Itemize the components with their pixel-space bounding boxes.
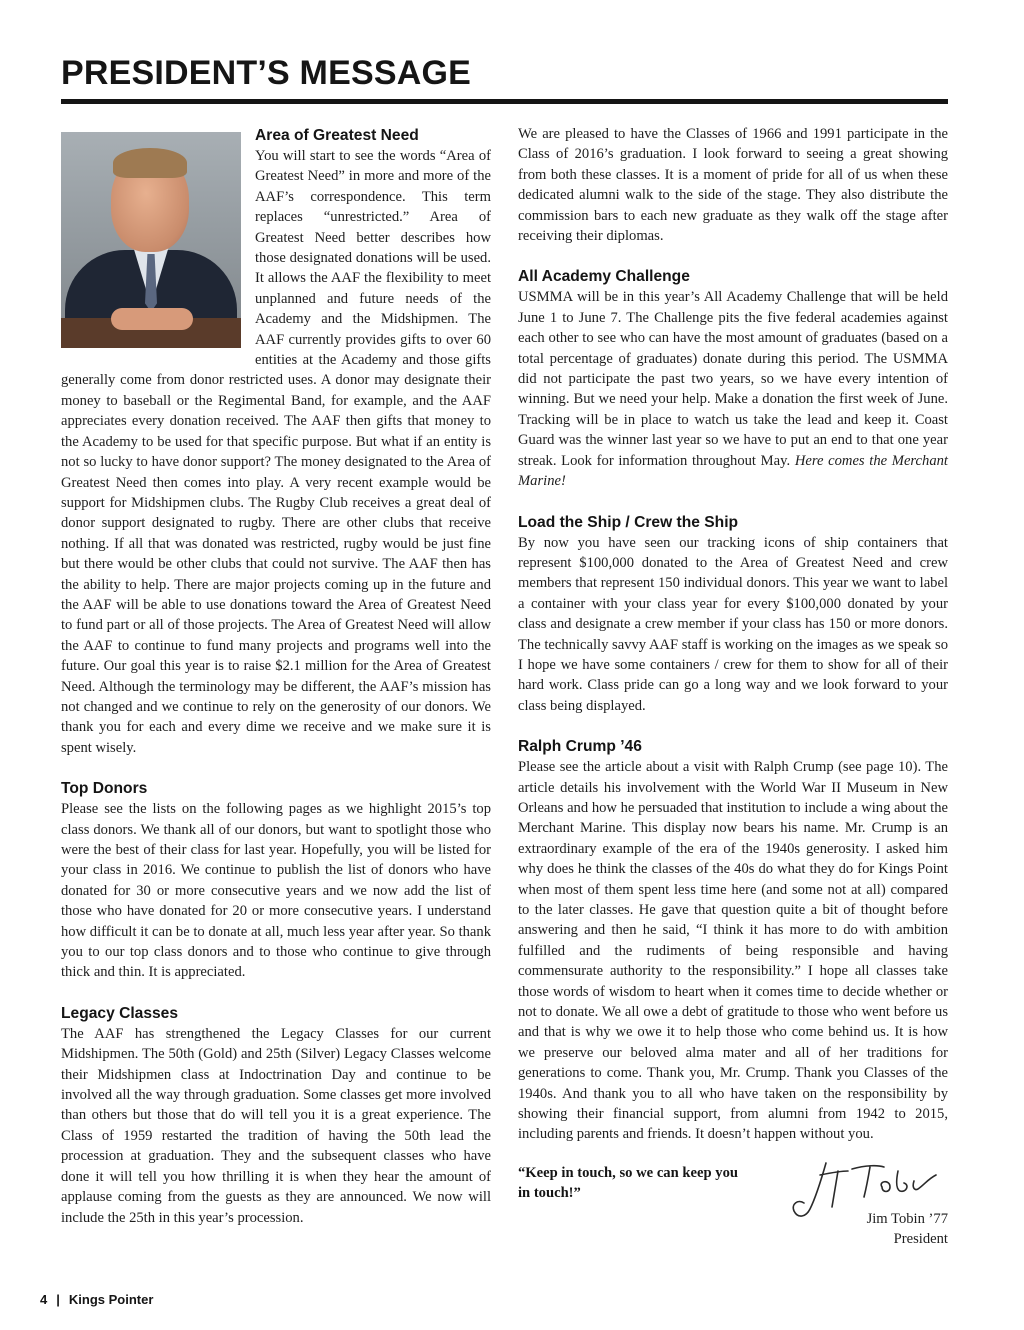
publication-name: Kings Pointer xyxy=(68,1292,154,1307)
footer-separator: | xyxy=(56,1292,60,1307)
section-heading-all-academy-challenge: All Academy Challenge xyxy=(518,268,690,286)
section-heading-top-donors: Top Donors xyxy=(61,780,148,798)
challenge-text: USMMA will be in this year’s All Academy Challenge that will be held June 1 to June 7. The Challenge pits the five federal academies against each other to see who can have the most amount of graduates (based on a total percentage of graduates) donate during this period. The USMMA did not participate the past two years, so we have every intention of winning. But we need your help. Make a donation the first week of June. Tracking will be in place to watch us take the lead and keep it. Coast Guard was the winner last year so we have to put an end to that one year streak. Look for information throughout May. xyxy=(518,289,948,469)
page-title: PRESIDENT’S MESSAGE xyxy=(61,54,471,92)
section-heading-legacy-classes: Legacy Classes xyxy=(61,1004,179,1022)
section-heading-load-the-ship: Load the Ship / Crew the Ship xyxy=(518,513,739,531)
closing-quote: “Keep in touch, so we can keep you in touch!” xyxy=(518,1164,738,1202)
signature-role: President xyxy=(893,1230,948,1247)
page-footer xyxy=(40,1292,153,1307)
president-photo xyxy=(61,132,241,348)
photo-hair xyxy=(113,148,187,178)
left-column xyxy=(61,124,491,1228)
section-body-legacy-classes: The AAF has strengthened the Legacy Classes for our current Midshipmen. The 50th (Gold) and 25th (Silver) Legacy Classes welcome their Midshipmen class at Indoctrination Day and continue to be involved all the way through graduation. Some classes get more involved than others but those that do will tell you it is a great experience. The Class of 1959 restarted the tradition of having the 50th lead the procession at graduation. They and the subsequent classes who have done it will tell you how thrilling it is when they hear the amount of applause coming from the guests as they are announced. We now will include the 25th in this year’s procession. xyxy=(61,1025,491,1226)
challenge-tagline: Here comes the Merchant Marine! xyxy=(518,452,948,490)
closing-block xyxy=(518,1163,948,1253)
section-body-ralph-crump: Please see the article about a visit with Ralph Crump (see page 10). The article details his involvement with the World War II Museum in New Orleans and how he persuaded that institution to include a wing about the Merchant Marine. This display now bears his name. Mr. Crump is an extraordinary example of the era of the 1940s generosity. I asked him why does he think the classes of the 40s do what they do for Kings Point when most of them spent less time here (and some not at all) compared to the later classes. He gave that question quite a bit of thought before answering and then he said, “I think it has more to do with ambition fulfilled and the rudiments of being responsible and having commensurate authority to the responsibility.” I hope all classes take those words of wisdom to heart when it comes time to decide whether or not to donate. We all owe a debt of gratitude to those who went before us and that is why we owe it to help those who come behind us. It is how we preserve our beloved alma mater and all of her traditions for generations to come. Thank you, Mr. Crump. Thank you Classes of the 1940s. And thank you to all who have taken on the responsibility by showing their financial support, from alumni from 1942 to 2015, including parents and friends. It doesn’t happen without you. xyxy=(518,759,948,1143)
title-rule xyxy=(61,99,948,104)
page-number: 4 xyxy=(40,1292,48,1307)
section-body-all-academy-challenge xyxy=(518,287,948,491)
photo-hands xyxy=(111,308,193,330)
section-heading-ralph-crump: Ralph Crump ’46 xyxy=(518,738,642,756)
section-body-top-donors: Please see the lists on the following pages as we highlight 2015’s top class donors. We thank all of our donors, but want to spotlight those who were the best of their class for last year. Hopefully, you will be listed for your class in 2016. We continue to publish the list of donors who have donated for 30 or more consecutive years and we now add the list of those who have donated for 20 or more consecutive years. I understand how difficult it can be to donate at all, much less year after year. So thank you to our top class donors and to those who continue to give through thick and thin. It is appreciated. xyxy=(61,801,491,981)
section-body-load-the-ship: By now you have seen our tracking icons of ship containers that represent $100,000 donated to the Area of Greatest Need and crew members that represent 150 individual donors. This year we want to label a container with your class year for every $100,000 donated by your class and designate a crew member if your class has 150 or more donors. The technically savvy AAF staff is working on the images as we speak so I hope we have some containers / crew for them to show for all of their hard work. Class pride can go a long way and we look forward to your class being displayed. xyxy=(518,534,948,714)
intro-paragraph: We are pleased to have the Classes of 1966 and 1991 participate in the Class of 2016’s graduation. I look forward to seeing a great showing from both these classes. It is a moment of pride for all of us when these dedicated alumni walk to the side of the stage. They also distribute the commission bars to each new graduate as they walk off the stage after receiving their diplomas. xyxy=(518,126,948,245)
section-body-area-of-greatest-need: You will start to see the words “Area of Greatest Need” in more and more of the AAF’s correspondence. This term replaces “unrestricted.” Area of Greatest Need better describes how those designated donations will be used. It allows the AAF the flexibility to meet unplanned and future needs of the Academy and the Midshipmen. The AAF currently provides gifts to over 60 entities at the Academy and those gifts generally come from donor restricted uses. A donor may designate their money to baseball or the Regimental Band, for example, and the AAF appreciates every donation received. The AAF then gifts that money to the Academy to be used for that specific purpose. But what if an entity is not so lucky to have donor support? The money designated to the Area of Greatest Need then comes into play. A very recent example would be support for Midshipmen clubs. The Rugby Club receives a great deal of donor support designated to rugby. There are other clubs that receive nothing. If all that was donated was restricted, rugby would be just fine but there would be other clubs that could not survive. The AAF then has the ability to help. There are major projects coming up in the future and the AAF will be able to use donations toward the Area of Greatest Need to fund part or all of those projects. The Area of Greatest Need will allow the AAF to continue to fund many projects and programs well into the future. Our goal this year is to raise $2.1 million for the Area of Greatest Need. Although the terminology may be different, the AAF’s mission has not changed and we continue to rely on the generosity of our donors. We thank you for each and every dime we receive and we make sure it is spent wisely. xyxy=(61,148,491,756)
signature-name: Jim Tobin ’77 xyxy=(866,1210,948,1227)
section-heading-area-of-greatest-need: Area of Greatest Need xyxy=(255,127,419,144)
right-column xyxy=(518,124,948,1253)
